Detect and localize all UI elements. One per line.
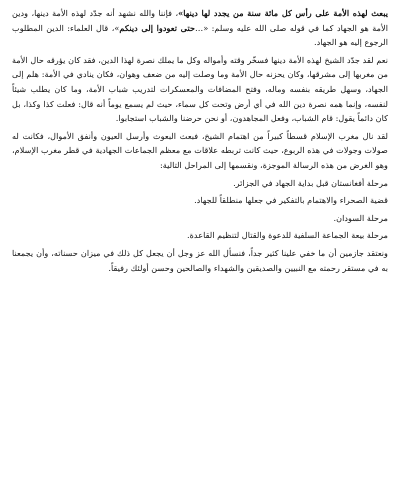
list-item-sahara: قضية الصحراء والاهتمام بالتفكير في جعلها منطلقاً للجهاد.: [194, 195, 388, 206]
hadith-bold-lead: يبعث لهذه الأمة على رأس كل مائة سنة من يجدد لها دينها»: [178, 8, 388, 18]
paragraph-closing: ونعتقد جازمين أن ما خفي علينا كثير جداً، فنسأل الله عز وجل أن يجعل كل ذلك في ميزان حسناته، وأن يجمعنا به في مستقر رحمته مع النبيين والصديقين والشهداء والصالحين وحسن أولئك رفيقاً.: [12, 247, 388, 273]
paragraph-hadith: [12, 6, 388, 50]
list-item-sudan: مرحلة السودان.: [333, 212, 388, 223]
list-item-pledge: مرحلة بيعة الجماعة السلفية للدعوة والقتال لتنظيم القاعدة.: [187, 230, 388, 241]
paragraph-renewal: نعم لقد جدّد الشيخ لهذه الأمة دينها فسخّر وقته وأمواله وكل ما يملك نصرة لهذا الدين، فقد كان يؤرقه حال الأمة من مغربها إلى مشرقها، وكان يحزنه حال الأمة وما وصلت إليه من ضعف وهوان، فكان ينادي في الأمة: هلم إلى الجهاد، وسهل طريقه بنفسه وماله، وفتح المضافات والمعسكرات لتدريب شباب الأمة، وما كان يطلب شيئاً لنفسه، وإنما همه نصرة دين الله في أي أرض وتحت كل سماء، حيث لم يسمع يوماً أنه قال: فعلت كذا وكذا، بل كان دائماً يقول: قام الشباب، وفعل المجاهدون، أو نحن حرضنا والشباب استجابوا.: [12, 54, 388, 124]
list-item-afghanistan: مرحلة أفغانستان قبل بداية الجهاد في الجزائر.: [233, 177, 388, 188]
hadith-tail: »، قال العلماء: الدين المطلوب الرجوع إليه هو الجهاد.: [12, 22, 388, 48]
hadith-text: ، فإننا والله نشهد أنه جدّد لهذه الأمة دينها، ودين الأمة هو الجهاد كما في قوله صلى الله عليه وسلم: «…: [12, 8, 388, 33]
hadith-bold-mid: حتى تعودوا إلى دينكم: [119, 22, 196, 33]
paragraph-maghreb: لقد نال مغرب الإسلام قسطاً كبيراً من اهتمام الشيخ، فبعث البعوث وأرسل العيون وأنفق الأموال، فكانت له صولات وجولات في هذه الربوع، حيث كانت تربطه علاقات مع معظم الجماعات الجهادية في قطر مغرب الإسلام، وهو الغرض من هذه الرسالة الموجزة، ونقسمها إلى المراحل التالية:: [12, 130, 388, 170]
